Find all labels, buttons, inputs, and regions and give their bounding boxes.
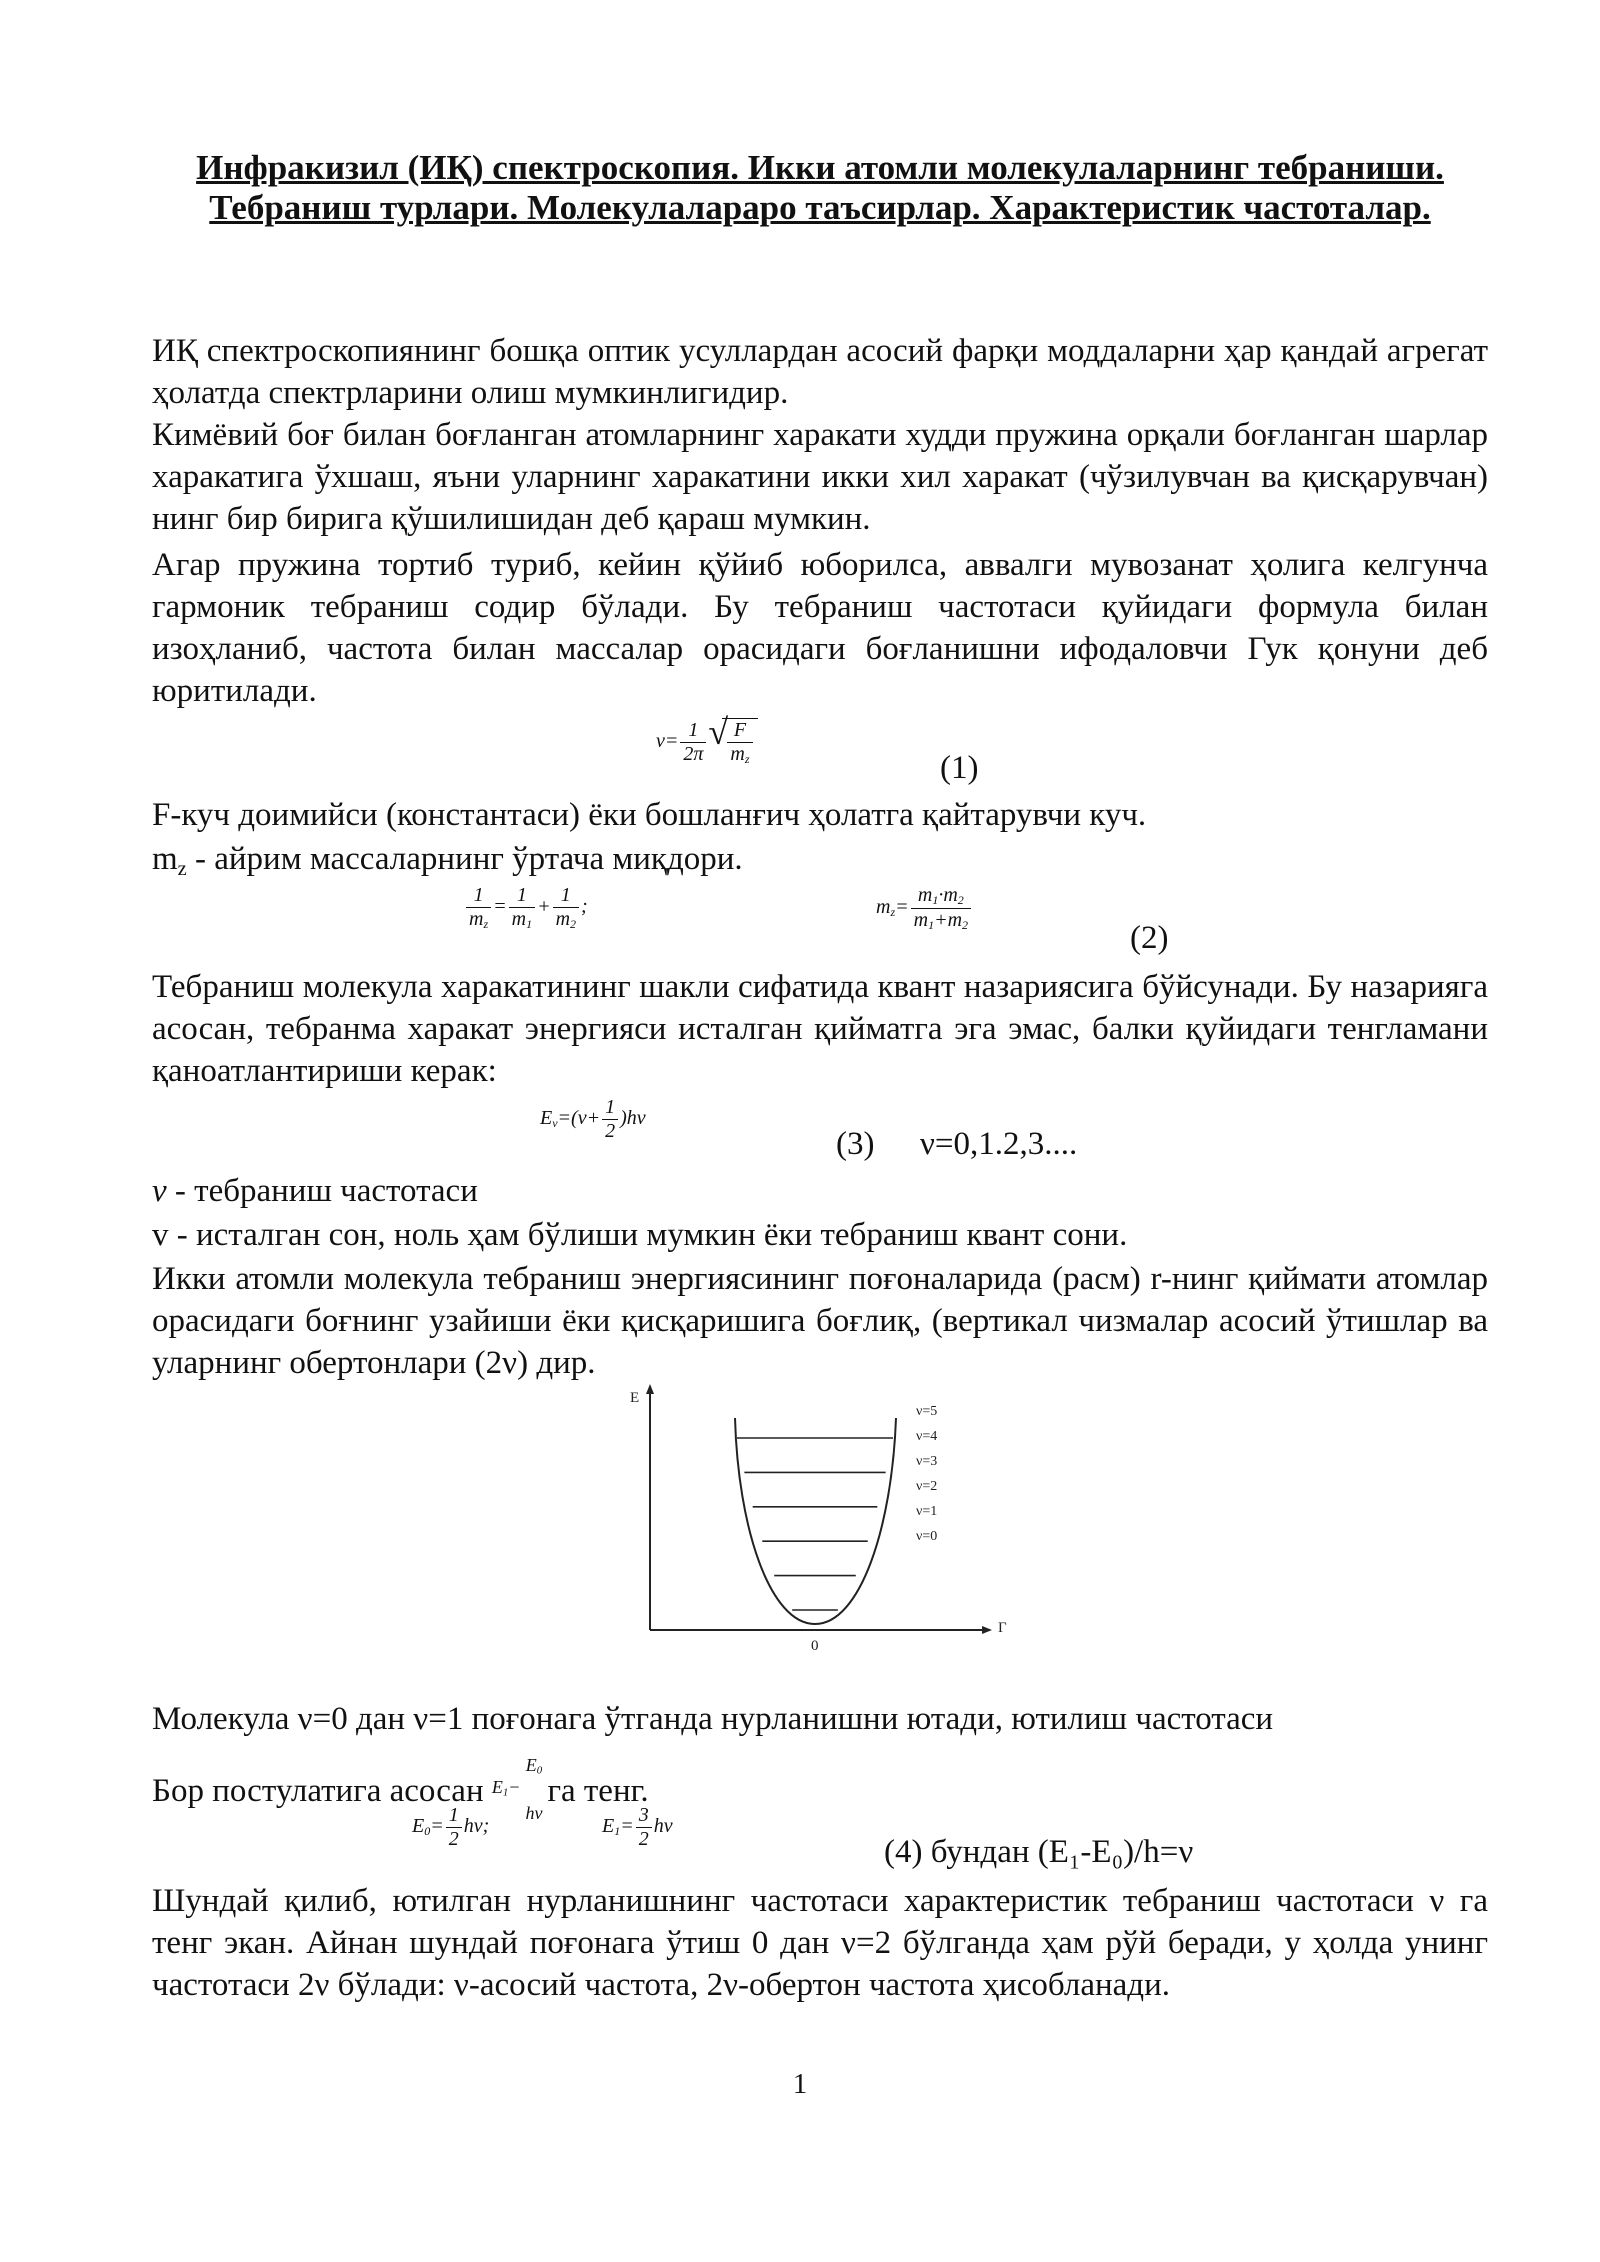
- equation-1-number: (1): [940, 750, 979, 786]
- equation-1-frequency: ν= $\frac{1}{2\pi}$ √ $\frac{F}{mz}$: [656, 718, 758, 767]
- equation-3-values: ν=0,1.2,3....: [920, 1126, 1078, 1162]
- page-title: Инфракизил (ИҚ) спектроскопия. Икки атомли молекулаларнинг тебраниши. Тебраниш турлари. Молекулалараро таъсирлар. Характеристик частоталар.: [196, 148, 1444, 227]
- equation-4-e1: E1= $\frac{3}{2}$ hν: [602, 1804, 673, 1850]
- nu-definition-text: - тебраниш частотаси: [166, 1173, 478, 1209]
- paragraph-spring-analogy: Кимёвий боғ билан боғланган атомларнинг харакати худди пружина орқали боғланган шарлар харакатига ўхшаш, яъни уларнинг харакатини икки хил харакат (чўзилувчан ва қисқарувчан) нинг бир бирига қўшилишидан деб қараш мумкин.: [152, 417, 1488, 537]
- paragraph-energy-levels: Икки атомли молекула тебраниш энергиясининг поғоналарида (расм) r-нинг қиймати атомлар орасидаги боғнинг узайиши ёки қисқаришига боғлиқ, (вертикал чизмалар асосий ўтишлар ва уларнинг обертонлари (2ν) дир.: [152, 1261, 1488, 1381]
- y-axis-arrow: [646, 1384, 654, 1394]
- equation-2-reduced-mass-sum: $\frac{1}{mz}$ = $\frac{1}{m1}$ + $\frac{1}{m2}$ ;: [464, 884, 588, 932]
- equation-2-reduced-mass-product: mz= $\frac{m1\cdot m2}{m1+m2}$: [876, 884, 973, 933]
- energy-level-diagram: [620, 1378, 1020, 1668]
- equation-4-e0: E0= $\frac{1}{2}$ hν;: [412, 1804, 490, 1850]
- paragraph-v-definition: v - исталган сон, ноль ҳам бўлиши мумкин ёки тебраниш квант сони.: [152, 1217, 1128, 1253]
- paragraph-reduced-mass: $m_z$ - айрим массаларнинг ўртача миқдори.: [152, 841, 743, 881]
- level-label: ν=3: [916, 1454, 938, 1469]
- level-label: ν=0: [916, 1529, 938, 1544]
- paragraph-nu-definition: ν - тебраниш частотаси: [152, 1173, 478, 1209]
- paragraph-force-constant: F-куч доимийси (константаси) ёки бошланғич ҳолатга қайтарувчи куч.: [152, 797, 1147, 833]
- paragraph-bohr-postulate: [152, 1744, 649, 1834]
- reduced-mass-text: - айрим массаларнинг ўртача миқдори.: [186, 841, 743, 877]
- equation-3-number: (3): [836, 1126, 875, 1162]
- y-axis-label: E: [630, 1390, 640, 1406]
- paragraph-intro: ИҚ спектроскопиянинг бошқа оптик усуллардан асосий фарқи моддаларни ҳар қандай агрегат ҳолатда спектрларини олиш мумкинлигидир.: [152, 333, 1488, 411]
- equation-3-energy: Ev=(v+ $\frac{1}{2}$ )hν: [540, 1096, 646, 1142]
- paragraph-conclusion: Шундай қилиб, ютилган нурланишнинг частотаси характеристик тебраниш частотаси ν га тенг экан. Айнан шундай поғонага ўтиш 0 дан ν=2 бўлганда ҳам рўй беради, у ҳолда унинг частотаси 2ν бўлади: ν-асосий частота, 2ν-обертон частота ҳисобланади.: [152, 1883, 1488, 2003]
- bohr-text-before: Бор постулатига асосан: [152, 1772, 484, 1809]
- potential-curve: [735, 1418, 896, 1624]
- bohr-inline-formula: E1− E0 hν: [491, 1755, 543, 1823]
- paragraph-quantum-theory: Тебраниш молекула харакатининг шакли сифатида квант назариясига бўйсунади. Бу назарияга асосан, тебранма харакат энергияси исталган қийматга эга эмас, балки қуйидаги тенгламани қаноатлантириши керак:: [152, 969, 1488, 1089]
- x-axis-arrow: [982, 1626, 992, 1634]
- level-label: ν=5: [916, 1404, 938, 1419]
- paragraph-hooke-law: Агар пружина тортиб туриб, кейин қўйиб юборилса, аввалги мувозанат ҳолига келгунча гармоник тебраниш содир бўлади. Бу тебраниш частотаси қуйидаги формула билан изоҳланиб, частота билан массалар орасидаги боғланишни ифодаловчи Гук қонуни деб юритилади.: [152, 547, 1488, 709]
- level-label: ν=1: [916, 1504, 938, 1519]
- bohr-text-after: га тенг.: [547, 1772, 649, 1809]
- level-label: ν=2: [916, 1479, 938, 1494]
- level-label: ν=4: [916, 1429, 938, 1444]
- equation-4-number: (4) бундан (E₁-E₀)/h=ν: [884, 1834, 1194, 1870]
- page-number: 1: [792, 2068, 808, 2100]
- paragraph-absorption: Молекула ν=0 дан ν=1 поғонага ўтганда нурланишни ютади, ютилиш частотаси: [152, 1701, 1274, 1737]
- x-axis-label: Г: [998, 1620, 1007, 1636]
- equation-2-number: (2): [1130, 920, 1169, 956]
- origin-label: 0: [811, 1638, 819, 1654]
